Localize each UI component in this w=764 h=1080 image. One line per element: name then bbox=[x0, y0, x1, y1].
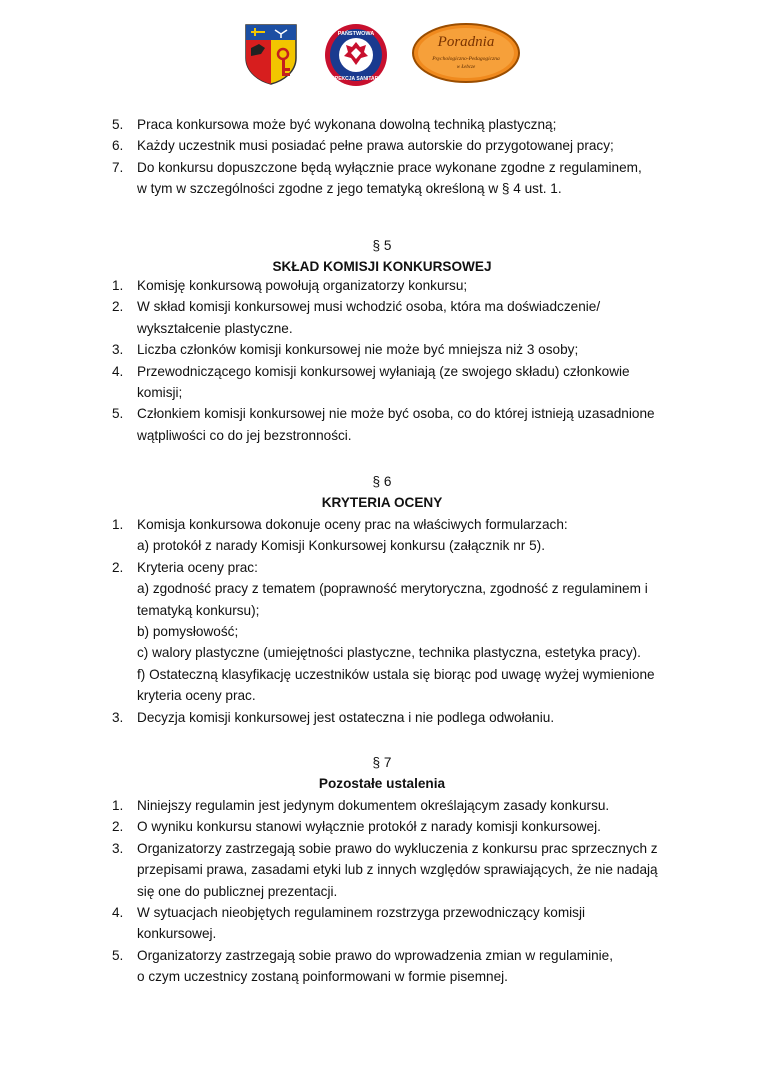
list-text: Do konkursu dopuszczone będą wyłącznie prace wykonane zgodne z regulaminem, bbox=[137, 159, 642, 175]
list-text: kryteria oceny prac. bbox=[137, 688, 256, 704]
list-text: Członkiem komisji konkursowej nie może być osoba, co do której istnieją uzasadnione bbox=[137, 406, 655, 422]
list-text: Organizatorzy zastrzegają sobie prawo do wykluczenia z konkursu prac sprzecznych z bbox=[137, 840, 658, 856]
list-number: 1. bbox=[112, 798, 124, 813]
list-text: przepisami prawa, zasadami etyki lub z innych względów sprawiających, że nie nadają bbox=[137, 862, 658, 878]
section-5-title: SKŁAD KOMISJI KONKURSOWEJ bbox=[272, 259, 492, 274]
list-number: 4. bbox=[112, 905, 124, 920]
list-text: c) walory plastyczne (umiejętności plastyczne, technika plastyczna, estetyka pracy). bbox=[137, 645, 641, 661]
list-text: Organizatorzy zastrzegają sobie prawo do wprowadzenia zmian w regulaminie, bbox=[137, 947, 614, 963]
list-text: a) protokół z narady Komisji Konkursowej konkursu (załącznik nr 5). bbox=[137, 538, 545, 554]
poradnia-logo bbox=[411, 22, 521, 84]
list-text: Komisja konkursowa dokonuje oceny prac na właściwych formularzach: bbox=[137, 517, 568, 532]
list-text: Przewodniczącego komisji konkursowej wyłaniają (ze swojego składu) członkowie bbox=[137, 363, 630, 379]
list-text: Każdy uczestnik musi posiadać pełne prawa autorskie do przygotowanej pracy; bbox=[137, 138, 614, 154]
svg-text:Psychologiczno-Pedagogiczna: Psychologiczno-Pedagogiczna bbox=[432, 56, 500, 62]
section-7-title: Pozostałe ustalenia bbox=[318, 776, 446, 791]
list-number: 7. bbox=[112, 159, 124, 175]
list-text: komisji; bbox=[137, 385, 183, 400]
list-number: 2. bbox=[112, 819, 124, 835]
svg-text:Poradnia: Poradnia bbox=[437, 34, 495, 50]
section-6-title: KRYTERIA OCENY bbox=[321, 495, 443, 510]
header-logos bbox=[0, 22, 764, 92]
list-text: O wyniku konkursu stanowi wyłącznie protokół z narady komisji konkursowej. bbox=[137, 819, 601, 835]
list-text: W skład komisji konkursowej musi wchodzić osoba, która ma doświadczenie/ bbox=[137, 299, 601, 315]
list-text: w tym w szczególności zgodne z jego tematyką określoną w § 4 ust. 1. bbox=[137, 181, 562, 197]
list-number: 3. bbox=[112, 840, 124, 856]
list-number: 3. bbox=[112, 709, 124, 725]
list-text: f) Ostateczną klasyfikację uczestników ustala się biorąc pod uwagę wyżej wymienione bbox=[137, 666, 655, 682]
list-number: 5. bbox=[112, 117, 124, 132]
sanitary-inspection-logo bbox=[323, 22, 389, 88]
svg-text:PAŃSTWOWA: PAŃSTWOWA bbox=[337, 31, 375, 37]
list-number: 2. bbox=[112, 559, 124, 575]
list-text: b) pomysłowość; bbox=[137, 624, 239, 639]
section-7-number: § 7 bbox=[372, 755, 392, 770]
list-text: a) zgodność pracy z tematem (poprawność merytoryczna, zgodność z regulaminem i bbox=[137, 581, 648, 597]
list-text: Liczba członków komisji konkursowej nie może być mniejsza niż 3 osoby; bbox=[137, 342, 579, 358]
list-text: Niniejszy regulamin jest jedynym dokumentem określającym zasady konkursu. bbox=[137, 798, 610, 813]
list-number: 2. bbox=[112, 299, 124, 315]
list-number: 5. bbox=[112, 947, 124, 963]
list-number: 6. bbox=[112, 138, 124, 154]
list-text: konkursowej. bbox=[137, 926, 217, 942]
section-6-number: § 6 bbox=[372, 474, 392, 489]
list-text: Komisję konkursową powołują organizatorzy konkursu; bbox=[137, 278, 468, 293]
list-text: W sytuacjach nieobjętych regulaminem rozstrzyga przewodniczący komisji bbox=[137, 905, 586, 920]
svg-text:w Łebcze: w Łebcze bbox=[456, 65, 476, 70]
list-text: wykształcenie plastyczne. bbox=[137, 320, 293, 336]
list-text: o czym uczestnicy zostaną poinformowani w formie pisemnej. bbox=[137, 969, 508, 985]
list-number: 5. bbox=[112, 406, 124, 422]
list-number: 1. bbox=[112, 517, 124, 532]
list-number: 3. bbox=[112, 342, 124, 358]
list-number: 1. bbox=[112, 278, 124, 293]
list-text: Decyzja komisji konkursowej jest ostateczna i nie podlega odwołaniu. bbox=[137, 709, 555, 725]
section-5-number: § 5 bbox=[372, 238, 392, 253]
list-text: Praca konkursowa może być wykonana dowolną techniką plastyczną; bbox=[137, 117, 557, 132]
list-text: się one do publicznej prezentacji. bbox=[137, 883, 338, 899]
coat-of-arms-logo bbox=[243, 22, 299, 86]
list-number: 4. bbox=[112, 363, 124, 379]
list-text: Kryteria oceny prac: bbox=[137, 559, 258, 575]
list-text: tematyką konkursu); bbox=[137, 602, 260, 618]
list-text: wątpliwości co do jej bezstronności. bbox=[137, 427, 352, 443]
svg-text:INSPEKCJA SANITARNA: INSPEKCJA SANITARNA bbox=[326, 76, 386, 82]
